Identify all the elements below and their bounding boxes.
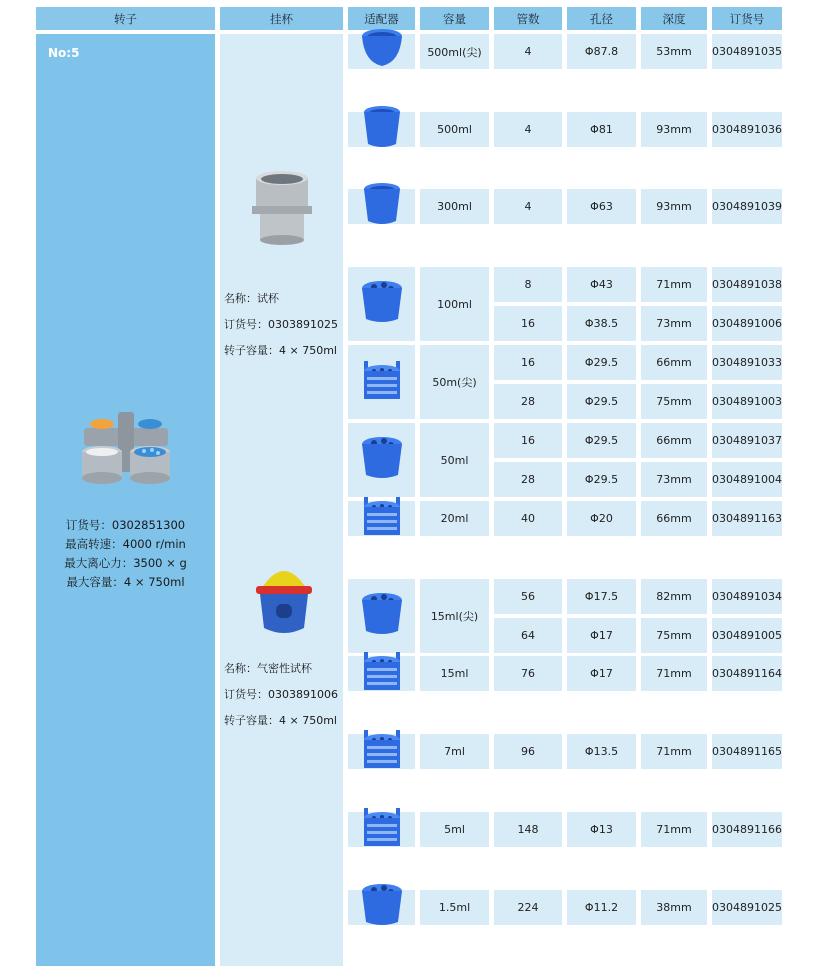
rotor-order-number: 订货号：0302851300: [65, 518, 186, 532]
diameter-cell: Φ29.5: [567, 345, 636, 380]
adapter-cell: [348, 112, 415, 147]
rotor-max-capacity: 最大容量：4 × 750ml: [66, 575, 185, 589]
depth-cell: 93mm: [641, 112, 707, 147]
capacity-cell: 5ml: [420, 812, 489, 847]
tube-count-cell: 28: [494, 462, 562, 497]
header-cell: 深度: [641, 7, 707, 30]
capacity-cell: 15ml: [420, 656, 489, 691]
order-number-cell: 0304891035: [712, 34, 782, 69]
depth-cell: 38mm: [641, 890, 707, 925]
adapter-cell: [348, 812, 415, 847]
metal-bucket-icon: [250, 170, 314, 246]
header-cell: 孔径: [567, 7, 636, 30]
header-cell: 转子: [36, 7, 215, 30]
depth-cell: 75mm: [641, 618, 707, 653]
order-number-cell: 0304891164: [712, 656, 782, 691]
airtight-bucket-icon: [252, 558, 316, 638]
capacity-cell: 50ml: [420, 423, 489, 497]
bucket-1-capacity: 转子容量：4 × 750ml: [224, 344, 337, 357]
rack-adapter-icon: [358, 493, 406, 544]
bucket-2-name: 名称：气密性试杯: [224, 662, 312, 675]
bucket-column: [220, 34, 343, 966]
capacity-cell: 1.5ml: [420, 890, 489, 925]
order-number-cell: 0304891165: [712, 734, 782, 769]
order-number-cell: 0304891163: [712, 501, 782, 536]
cup-adapter-icon: [358, 104, 406, 155]
tube-count-cell: 148: [494, 812, 562, 847]
depth-cell: 71mm: [641, 734, 707, 769]
adapter-cell: [348, 345, 415, 419]
rack-adapter-icon: [358, 648, 406, 699]
capacity-cell: 50m(尖): [420, 345, 489, 419]
order-number-cell: 0304891166: [712, 812, 782, 847]
diameter-cell: Φ17: [567, 656, 636, 691]
header-cell: 订货号: [712, 7, 782, 30]
diameter-cell: Φ29.5: [567, 423, 636, 458]
order-number-cell: 0304891006: [712, 306, 782, 341]
tube-count-cell: 16: [494, 345, 562, 380]
tube-count-cell: 64: [494, 618, 562, 653]
order-number-cell: 0304891033: [712, 345, 782, 380]
bucket-2-capacity: 转子容量：4 × 750ml: [224, 714, 337, 727]
diameter-cell: Φ81: [567, 112, 636, 147]
tube-count-cell: 16: [494, 306, 562, 341]
adapter-cell: [348, 656, 415, 691]
capacity-cell: 500ml(尖): [420, 34, 489, 69]
tube-count-cell: 16: [494, 423, 562, 458]
adapter-cell: [348, 423, 415, 497]
diameter-cell: Φ11.2: [567, 890, 636, 925]
order-number-cell: 0304891036: [712, 112, 782, 147]
depth-cell: 93mm: [641, 189, 707, 224]
capacity-cell: 300ml: [420, 189, 489, 224]
diameter-cell: Φ29.5: [567, 384, 636, 419]
rotor-max-rcf: 最大离心力：3500 × g: [64, 556, 187, 570]
adapter-cell: [348, 501, 415, 536]
depth-cell: 82mm: [641, 579, 707, 614]
order-number-cell: 0304891003: [712, 384, 782, 419]
diameter-cell: Φ13: [567, 812, 636, 847]
diameter-cell: Φ17.5: [567, 579, 636, 614]
multi-hole-adapter-icon: [358, 882, 406, 933]
multi-hole-adapter-icon: [358, 279, 406, 330]
diameter-cell: Φ38.5: [567, 306, 636, 341]
adapter-cell: [348, 734, 415, 769]
depth-cell: 71mm: [641, 656, 707, 691]
header-cell: 容量: [420, 7, 489, 30]
adapter-cell: [348, 267, 415, 341]
adapter-cell: [348, 890, 415, 925]
order-number-cell: 0304891039: [712, 189, 782, 224]
tube-count-cell: 76: [494, 656, 562, 691]
order-number-cell: 0304891038: [712, 267, 782, 302]
conical-adapter-icon: [358, 26, 406, 77]
depth-cell: 73mm: [641, 462, 707, 497]
capacity-cell: 500ml: [420, 112, 489, 147]
tube-count-cell: 4: [494, 189, 562, 224]
bucket-1-order: 订货号：0303891025: [224, 318, 338, 331]
depth-cell: 75mm: [641, 384, 707, 419]
depth-cell: 73mm: [641, 306, 707, 341]
bucket-2-order: 订货号：0303891006: [224, 688, 338, 701]
depth-cell: 53mm: [641, 34, 707, 69]
tube-count-cell: 28: [494, 384, 562, 419]
header-cell: 挂杯: [220, 7, 343, 30]
order-number-cell: 0304891005: [712, 618, 782, 653]
multi-hole-adapter-icon: [358, 591, 406, 642]
diameter-cell: Φ29.5: [567, 462, 636, 497]
depth-cell: 66mm: [641, 423, 707, 458]
diameter-cell: Φ63: [567, 189, 636, 224]
tube-count-cell: 96: [494, 734, 562, 769]
adapter-cell: [348, 34, 415, 69]
multi-hole-adapter-icon: [358, 435, 406, 486]
diameter-cell: Φ13.5: [567, 734, 636, 769]
rotor-number: No:5: [48, 46, 80, 60]
cup-adapter-icon: [358, 181, 406, 232]
depth-cell: 66mm: [641, 501, 707, 536]
tube-count-cell: 8: [494, 267, 562, 302]
capacity-cell: 100ml: [420, 267, 489, 341]
tube-count-cell: 56: [494, 579, 562, 614]
depth-cell: 71mm: [641, 812, 707, 847]
diameter-cell: Φ20: [567, 501, 636, 536]
tube-count-cell: 4: [494, 112, 562, 147]
rack-adapter-icon: [358, 357, 406, 408]
rack-adapter-icon: [358, 804, 406, 855]
depth-cell: 66mm: [641, 345, 707, 380]
tube-count-cell: 40: [494, 501, 562, 536]
tube-count-cell: 224: [494, 890, 562, 925]
depth-cell: 71mm: [641, 267, 707, 302]
rotor-max-speed: 最高转速：4000 r/min: [65, 537, 186, 551]
rotor-image-icon: [74, 406, 178, 486]
capacity-cell: 15ml(尖): [420, 579, 489, 653]
bucket-info-2: [224, 656, 338, 734]
bucket-info-1: [224, 286, 338, 364]
diameter-cell: Φ87.8: [567, 34, 636, 69]
diameter-cell: Φ43: [567, 267, 636, 302]
order-number-cell: 0304891037: [712, 423, 782, 458]
rack-adapter-icon: [358, 726, 406, 777]
order-number-cell: 0304891034: [712, 579, 782, 614]
adapter-cell: [348, 579, 415, 653]
capacity-cell: 20ml: [420, 501, 489, 536]
header-cell: 管数: [494, 7, 562, 30]
capacity-cell: 7ml: [420, 734, 489, 769]
adapter-cell: [348, 189, 415, 224]
bucket-1-name: 名称：试杯: [224, 292, 279, 305]
rotor-info: [36, 516, 215, 592]
tube-count-cell: 4: [494, 34, 562, 69]
order-number-cell: 0304891025: [712, 890, 782, 925]
order-number-cell: 0304891004: [712, 462, 782, 497]
header-cell: 适配器: [348, 7, 415, 30]
diameter-cell: Φ17: [567, 618, 636, 653]
rotor-column: [36, 34, 215, 966]
